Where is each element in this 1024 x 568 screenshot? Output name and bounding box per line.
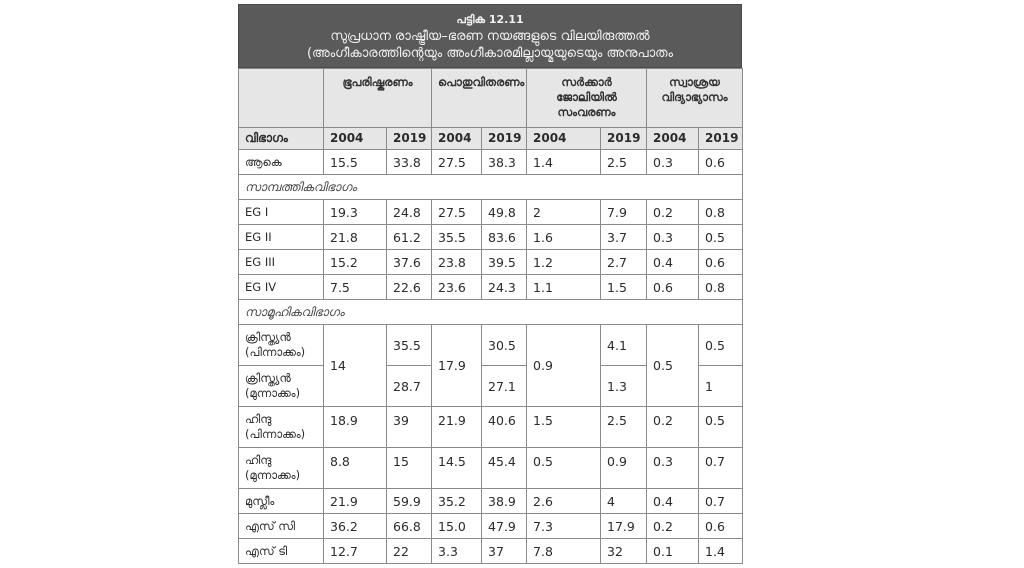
table-row [239,448,743,489]
cell: 0.8 [699,275,743,300]
year-header: 2019 [387,128,432,150]
category-header: വിഭാഗം [239,128,324,150]
year-header: 2004 [432,128,482,150]
year-header: 2004 [527,128,601,150]
group-self-financing-education: സ്വാശ്രയ വിദ്യാഭ്യാസം [647,69,743,128]
table-row [239,514,743,539]
cell: 14.5 [432,448,482,489]
cell: 1.4 [527,150,601,175]
row-label: ആകെ [239,150,324,175]
row-label: EG III [239,250,324,275]
cell: 0.3 [647,150,699,175]
cell: 0.3 [647,448,699,489]
table-row [239,539,743,564]
year-header: 2019 [601,128,647,150]
cell: 0.6 [699,514,743,539]
table-row [239,225,743,250]
cell: 0.4 [647,250,699,275]
row-label: ഹിന്ദു (മുന്നാക്കം) [239,448,324,489]
cell: 0.1 [647,539,699,564]
cell: 15 [387,448,432,489]
cell: 33.8 [387,150,432,175]
section-heading: സാമൂഹികവിഭാഗം [239,300,743,325]
cell: 66.8 [387,514,432,539]
row-label: ക്രിസ്ത്യൻ (മുന്നാക്കം) [239,366,324,407]
cell: 15.2 [324,250,387,275]
year-header: 2004 [324,128,387,150]
row-label: EG IV [239,275,324,300]
empty-corner-cell [239,69,324,128]
cell: 0.5 [527,448,601,489]
table-title-bar [238,4,742,68]
cell: 39 [387,407,432,448]
cell: 7.8 [527,539,601,564]
cell: 0.5 [699,225,743,250]
cell: 38.9 [482,489,527,514]
cell: 1.3 [601,366,647,407]
cell: 35.5 [387,325,432,366]
table-row [239,250,743,275]
cell: 8.8 [324,448,387,489]
cell: 18.9 [324,407,387,448]
cell: 47.9 [482,514,527,539]
cell: 2.7 [601,250,647,275]
cell: 37 [482,539,527,564]
cell: 0.5 [699,407,743,448]
cell: 39.5 [482,250,527,275]
cell: 4 [601,489,647,514]
cell: 27.1 [482,366,527,407]
group-job-reservation: സർക്കാർ ജോലിയിൽ സംവരണം [527,69,647,128]
cell: 1.2 [527,250,601,275]
policy-approval-table [238,68,743,564]
merged-cell: 17.9 [432,325,482,407]
cell: 12.7 [324,539,387,564]
table-row-christian-obc [239,325,743,366]
cell: 3.7 [601,225,647,250]
cell: 30.5 [482,325,527,366]
cell: 21.9 [432,407,482,448]
cell: 2.5 [601,150,647,175]
row-label: ഹിന്ദു (പിന്നാക്കം) [239,407,324,448]
cell: 1.6 [527,225,601,250]
cell: 0.6 [699,150,743,175]
row-label: ക്രിസ്ത്യൻ (പിന്നാക്കം) [239,325,324,366]
cell: 49.8 [482,200,527,225]
row-label: EG II [239,225,324,250]
cell: 0.6 [647,275,699,300]
cell: 1.4 [699,539,743,564]
cell: 7.5 [324,275,387,300]
cell: 1.1 [527,275,601,300]
cell: 4.1 [601,325,647,366]
cell: 22 [387,539,432,564]
row-label: എസ് ടി [239,539,324,564]
cell: 2 [527,200,601,225]
cell: 0.8 [699,200,743,225]
year-header: 2004 [647,128,699,150]
group-header-row [239,69,743,128]
cell: 24.8 [387,200,432,225]
cell: 35.5 [432,225,482,250]
cell: 83.6 [482,225,527,250]
cell: 61.2 [387,225,432,250]
cell: 59.9 [387,489,432,514]
year-header-row [239,128,743,150]
merged-cell: 0.5 [647,325,699,407]
cell: 0.2 [647,514,699,539]
cell: 0.7 [699,448,743,489]
section-row-social [239,300,743,325]
cell: 1.5 [527,407,601,448]
cell: 7.9 [601,200,647,225]
cell: 0.2 [647,407,699,448]
cell: 19.3 [324,200,387,225]
cell: 0.4 [647,489,699,514]
table-number: പട്ടിക 12.11 [456,13,524,26]
cell: 32 [601,539,647,564]
table-row [239,407,743,448]
cell: 7.3 [527,514,601,539]
cell: 0.6 [699,250,743,275]
cell: 3.3 [432,539,482,564]
group-public-distribution: പൊതുവിതരണം [432,69,527,128]
year-header: 2019 [699,128,743,150]
group-land-reform: ഭൂപരിഷ്കരണം [324,69,432,128]
table-row [239,489,743,514]
cell: 0.5 [699,325,743,366]
cell: 0.7 [699,489,743,514]
cell: 36.2 [324,514,387,539]
merged-cell: 14 [324,325,387,407]
table-row-total [239,150,743,175]
cell: 2.5 [601,407,647,448]
cell: 1.5 [601,275,647,300]
cell: 35.2 [432,489,482,514]
cell: 23.8 [432,250,482,275]
row-label: EG I [239,200,324,225]
policy-table-figure [238,4,742,564]
cell: 17.9 [601,514,647,539]
cell: 15.0 [432,514,482,539]
cell: 45.4 [482,448,527,489]
section-row-economic [239,175,743,200]
cell: 37.6 [387,250,432,275]
year-header: 2019 [482,128,527,150]
cell: 24.3 [482,275,527,300]
table-title-line1: സുപ്രധാന രാഷ്ട്രീയ–ഭരണ നയങ്ങളുടെ വിലയിരുത്തൽ [330,29,650,44]
cell: 15.5 [324,150,387,175]
row-label: മുസ്ലീം [239,489,324,514]
cell: 22.6 [387,275,432,300]
cell: 1 [699,366,743,407]
cell: 21.9 [324,489,387,514]
table-row [239,200,743,225]
cell: 2.6 [527,489,601,514]
cell: 23.6 [432,275,482,300]
table-title-line2: (അംഗീകാരത്തിന്റെയും അംഗീകാരമില്ലായ്മയുടെയും അനുപാതം [306,46,674,61]
table-row [239,275,743,300]
cell: 28.7 [387,366,432,407]
row-label: എസ് സി [239,514,324,539]
cell: 27.5 [432,200,482,225]
cell: 21.8 [324,225,387,250]
cell: 27.5 [432,150,482,175]
merged-cell: 0.9 [527,325,601,407]
section-heading: സാമ്പത്തികവിഭാഗം [239,175,743,200]
cell: 40.6 [482,407,527,448]
cell: 0.9 [601,448,647,489]
cell: 0.2 [647,200,699,225]
cell: 0.3 [647,225,699,250]
cell: 38.3 [482,150,527,175]
